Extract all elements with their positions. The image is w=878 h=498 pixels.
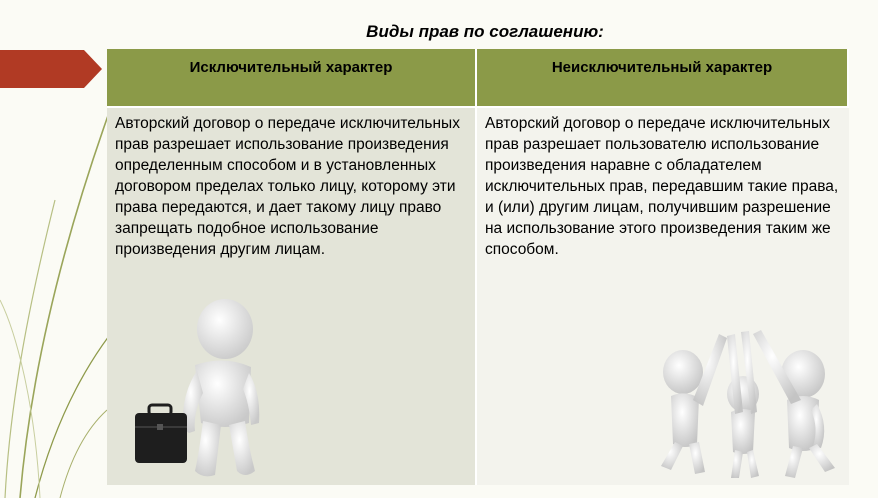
header-exclusive: Исключительный характер bbox=[107, 49, 477, 106]
cell-non-exclusive bbox=[477, 106, 849, 485]
arrow-tab-icon bbox=[0, 50, 102, 88]
cell-exclusive-text: Авторский договор о передаче исключительных прав разрешает использование произведения определенным способом и в установленных договором пределах только лицу, которому эти права передаются, и дает такому лицу право запрещать подобное использование произведения другим лицам. bbox=[115, 115, 460, 258]
cell-non-exclusive-text: Авторский договор о передаче исключительных прав разрешает пользователю использование произведения наравне с обладателем исключительных прав, передавшим такие права, и (или) другим лицам, получившим разрешение на использование этого произведения таким же способом. bbox=[485, 115, 839, 258]
cell-exclusive bbox=[107, 106, 477, 485]
group-high-five-icon bbox=[653, 276, 843, 481]
slide-title: Виды прав по соглашению: bbox=[366, 22, 604, 41]
header-non-exclusive: Неисключительный характер bbox=[477, 49, 849, 106]
comparison-table bbox=[107, 49, 849, 485]
person-with-briefcase-icon bbox=[133, 293, 283, 483]
